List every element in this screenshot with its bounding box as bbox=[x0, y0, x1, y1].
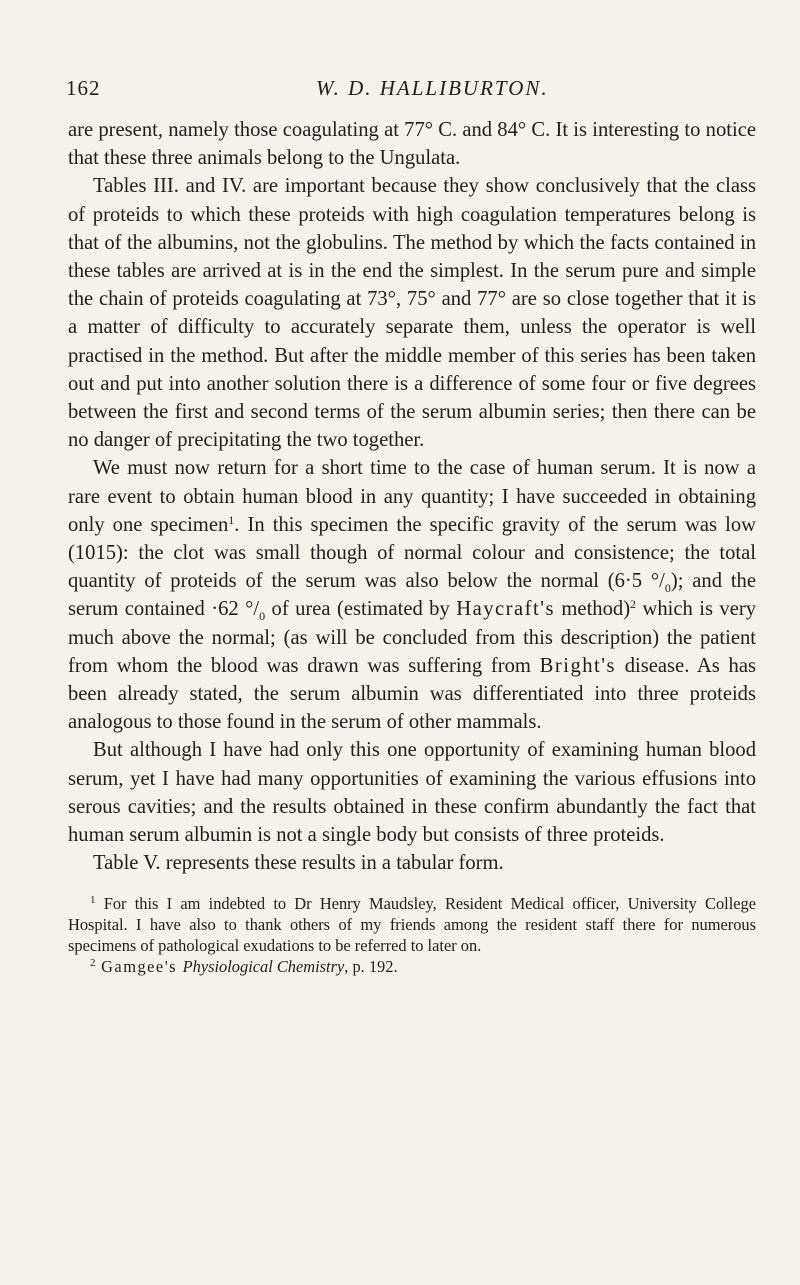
footnote-ref-1[interactable]: 1 bbox=[228, 512, 235, 527]
percent-subscript: 0 bbox=[664, 581, 671, 596]
text-segment: . In this specimen the specific gravity of the serum was low (1015): the clot was small though of normal colour and consistence; the total quantity of proteids of the serum was also below the normal (6·5 °/ bbox=[68, 513, 756, 593]
footnote-2-title: Physiological Chemistry bbox=[182, 957, 345, 977]
footnote-2-page: , p. 192. bbox=[344, 957, 398, 977]
name-haycraft: Haycraft's bbox=[456, 598, 555, 621]
footnote-2 bbox=[68, 956, 756, 977]
text-segment: method) bbox=[554, 598, 631, 621]
body-text bbox=[68, 116, 756, 877]
paragraph-human-serum bbox=[68, 454, 756, 736]
running-head bbox=[68, 76, 756, 116]
footnote-marker-1: 1 bbox=[90, 894, 96, 907]
text-segment: disease. As has been already stated, the serum albumin was differentiated into three proteids analogous to those found in the serum of other mammals. bbox=[68, 654, 756, 734]
text-segment: of urea (estimated by bbox=[265, 598, 457, 621]
text-segment: We must now return for a short time to the case of human serum. It is now a rare event to obtain human blood in any quantity; I have succeeded in obtaining only one specimen bbox=[68, 457, 756, 536]
footnote-2-author: Gamgee's bbox=[95, 957, 183, 977]
footnote-1-text: For this I am indebted to Dr Henry Maudsley, Resident Medical officer, University College Hospital. I have also to thank others of my friends among the resident staff there for numerous specimens of pathological exudations to be referred to later on. bbox=[68, 894, 756, 956]
text-segment: ); and the serum contained ·62 °/ bbox=[68, 570, 756, 621]
footnotes bbox=[68, 893, 756, 977]
footnote-ref-2[interactable]: 2 bbox=[630, 597, 637, 612]
paragraph-tables: Tables III. and IV. are important because they show conclusively that the class of proteids to which these proteids with high coagulation temperatures belong is that of the albumins, not the globulins. The method by which the facts contained in these tables are arrived at is in the end the simplest. In the serum pure and simple the chain of proteids coagulating at 73°, 75° and 77° are so close together that it is a matter of difficulty to accurately separate them, unless the operator is well practised in the method. But after the middle member of this series has been taken out and put into another solution there is a difference of some four or five degrees between the first and second terms of the serum albumin series; then there can be no danger of precipitating the two together. bbox=[68, 175, 756, 452]
paragraph-table-v: Table V. represents these results in a tabular form. bbox=[93, 852, 504, 875]
text-segment: which is very much above the normal; (as will be concluded from this description) the patient from whom the blood was drawn was suffering from bbox=[68, 598, 756, 677]
paragraph-continuation: are present, namely those coagulating at 77° C. and 84° C. It is interesting to notice that these three animals belong to the Ungulata. bbox=[68, 119, 756, 170]
running-head-author: W. D. HALLIBURTON. bbox=[316, 76, 549, 100]
page-number: 162 bbox=[66, 76, 101, 100]
name-bright: Bright's bbox=[539, 654, 616, 677]
percent-subscript: 0 bbox=[259, 609, 266, 624]
paragraph-effusions: But although I have had only this one opportunity of examining human blood serum, yet I have had many opportunities of examining the various effusions into serous cavities; and the results obtained in these confirm abundantly the fact that human serum albumin is not a single body but consists of three proteids. bbox=[68, 739, 756, 847]
footnote-1 bbox=[68, 893, 756, 956]
footnote-marker-2: 2 bbox=[90, 957, 96, 970]
